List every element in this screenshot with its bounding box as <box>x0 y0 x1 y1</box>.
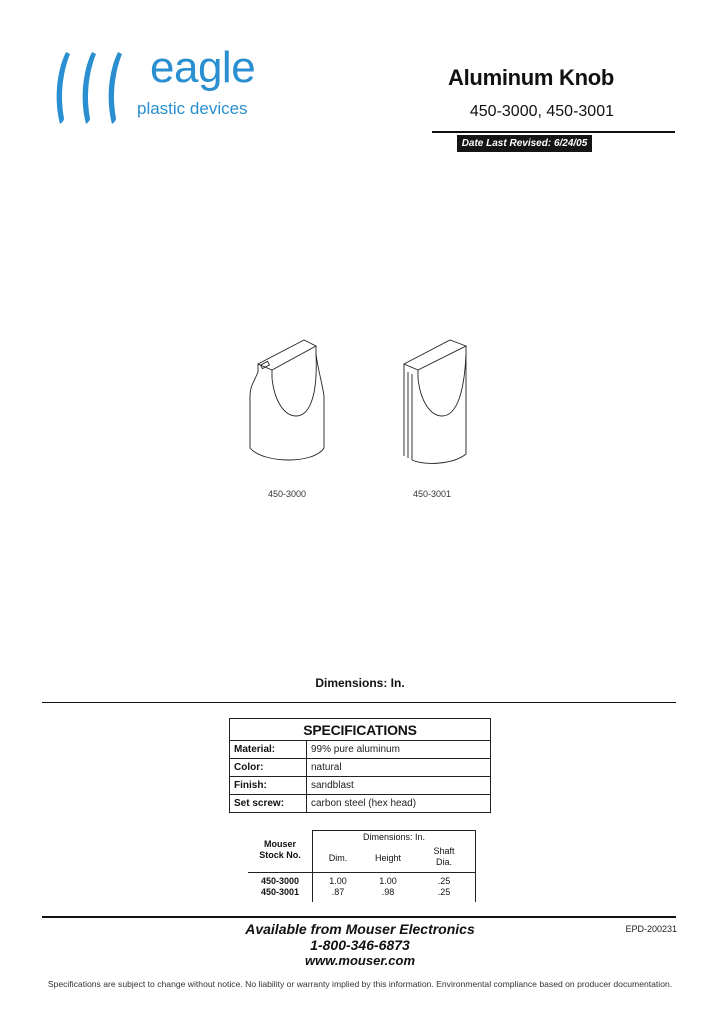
part-numbers: 450-3000, 450-3001 <box>469 103 614 120</box>
spec-label: Finish: <box>230 777 307 795</box>
drawing-caption-450-3001: 450-3001 <box>413 489 452 499</box>
brand-subtitle: plastic devices <box>137 99 248 118</box>
brand-name: eagle <box>150 43 256 92</box>
document-id: EPD-200231 <box>625 924 677 934</box>
height-value: 1.00 <box>379 876 397 886</box>
section-divider <box>42 702 676 703</box>
col-dim-header: Dim. <box>328 853 348 863</box>
knob-450-3001-drawing <box>396 330 476 470</box>
knob-450-3000-drawing <box>244 330 334 470</box>
dim-value: .87 <box>331 887 345 897</box>
eagle-logo-marks-icon <box>52 50 132 126</box>
spec-value: 99% pure aluminum <box>307 741 491 759</box>
stock-header-2: Stock No. <box>259 850 301 860</box>
shaft-value: .25 <box>437 876 451 886</box>
page-title: Aluminum Knob <box>448 65 614 90</box>
specifications-heading: SPECIFICATIONS <box>230 719 491 741</box>
height-value: .98 <box>381 887 395 897</box>
table-row <box>230 741 491 759</box>
table-row <box>230 795 491 813</box>
stock-number: 450-3001 <box>260 887 300 897</box>
stock-header: Mouser <box>263 839 296 849</box>
phone-number: 1-800-346-6873 <box>310 937 410 953</box>
spec-label: Material: <box>230 741 307 759</box>
stock-number: 450-3000 <box>260 876 300 886</box>
table-row <box>230 777 491 795</box>
header-divider <box>432 131 675 133</box>
availability-text: Available from Mouser Electronics <box>245 921 475 937</box>
spec-value: carbon steel (hex head) <box>307 795 491 813</box>
dimensions-note: Dimensions: In. <box>315 676 405 690</box>
spec-value: natural <box>307 759 491 777</box>
shaft-value: .25 <box>437 887 451 897</box>
specifications-table <box>229 718 491 813</box>
website-link[interactable]: www.mouser.com <box>304 953 416 968</box>
table-row <box>230 759 491 777</box>
revision-date-badge: Date Last Revised: 6/24/05 <box>457 135 592 152</box>
disclaimer: Specifications are subject to change without notice. No liability or warranty implied by this information. Environmental compliance based on producer documentation. <box>47 979 673 989</box>
dim-value: 1.00 <box>329 876 347 886</box>
col-shaft-header: Shaft <box>433 846 455 856</box>
footer-divider <box>42 916 676 918</box>
col-height-header: Height <box>374 853 401 863</box>
spec-label: Color: <box>230 759 307 777</box>
col-shaft-header-2: Dia. <box>435 857 452 867</box>
drawing-caption-450-3000: 450-3000 <box>268 489 307 499</box>
spec-value: sandblast <box>307 777 491 795</box>
dimensions-group-header: Dimensions: In. <box>362 832 426 842</box>
dimensions-table <box>248 830 476 902</box>
spec-label: Set screw: <box>230 795 307 813</box>
